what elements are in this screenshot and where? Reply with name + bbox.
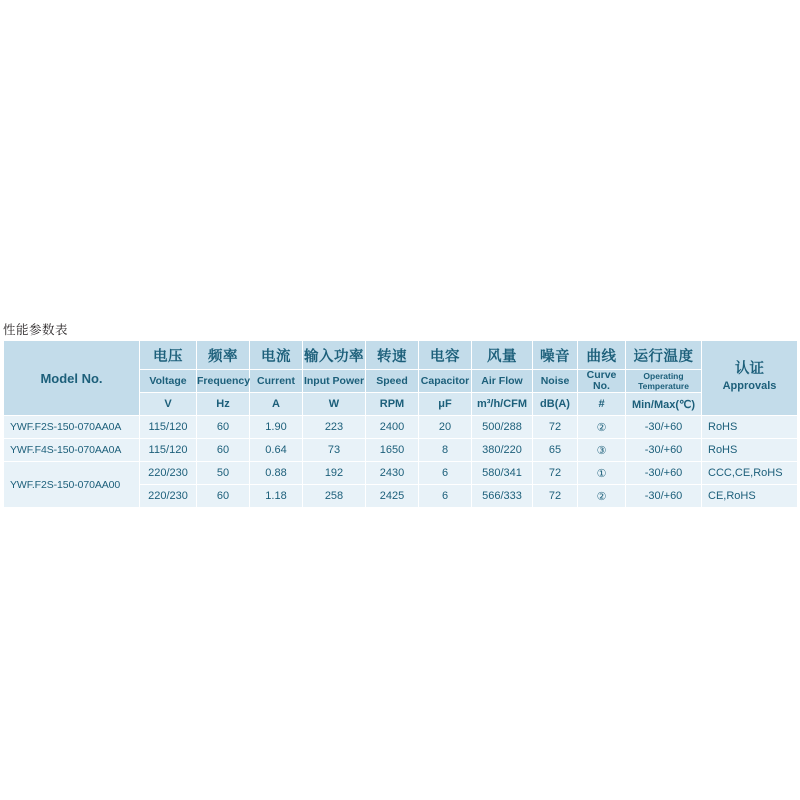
table-caption: 性能参数表 [3,323,69,337]
cell-air-flow: 566/333 [472,485,533,508]
cell-curve: ② [578,416,626,439]
table-row [4,439,798,462]
unit-capacitor: μF [419,393,472,416]
cell-temperature: -30/+60 [626,462,702,485]
header-model-no: Model No. [4,341,140,416]
cell-model: YWF.F2S-150-070AA00 [4,462,140,508]
cell-noise: 72 [533,485,578,508]
cell-capacitor: 6 [419,462,472,485]
cell-capacitor: 20 [419,416,472,439]
header-en-input-power: Input Power [303,370,366,393]
cell-noise: 72 [533,462,578,485]
cell-speed: 2425 [366,485,419,508]
performance-parameter-table [3,340,798,508]
header-approvals-cn: 认证 [735,361,764,377]
cell-current: 0.88 [250,462,303,485]
cell-temperature: -30/+60 [626,439,702,462]
header-approvals [702,341,798,416]
cell-voltage: 115/120 [140,439,197,462]
table-header-row-cn [4,341,798,370]
cell-temperature: -30/+60 [626,485,702,508]
header-en-curve: Curve No. [578,370,626,393]
header-cn-input-power: 输入功率 [303,341,366,370]
cell-current: 1.90 [250,416,303,439]
unit-frequency: Hz [197,393,250,416]
header-en-noise: Noise [533,370,578,393]
header-cn-capacitor: 电容 [419,341,472,370]
header-en-current: Current [250,370,303,393]
header-en-capacitor: Capacitor [419,370,472,393]
cell-approvals: CE,RoHS [702,485,798,508]
cell-frequency: 50 [197,462,250,485]
table-row [4,462,798,485]
cell-current: 0.64 [250,439,303,462]
header-en-voltage: Voltage [140,370,197,393]
header-cn-voltage: 电压 [140,341,197,370]
cell-noise: 65 [533,439,578,462]
header-cn-curve: 曲线 [578,341,626,370]
header-cn-frequency: 频率 [197,341,250,370]
cell-air-flow: 500/288 [472,416,533,439]
unit-noise: dB(A) [533,393,578,416]
cell-approvals: CCC,CE,RoHS [702,462,798,485]
header-cn-noise: 噪音 [533,341,578,370]
cell-air-flow: 380/220 [472,439,533,462]
unit-voltage: V [140,393,197,416]
unit-speed: RPM [366,393,419,416]
cell-model: YWF.F4S-150-070AA0A [4,439,140,462]
header-cn-speed: 转速 [366,341,419,370]
unit-air-flow: m³/h/CFM [472,393,533,416]
cell-frequency: 60 [197,439,250,462]
cell-input-power: 73 [303,439,366,462]
cell-input-power: 258 [303,485,366,508]
cell-capacitor: 8 [419,439,472,462]
cell-temperature: -30/+60 [626,416,702,439]
table-row [4,416,798,439]
unit-input-power: W [303,393,366,416]
header-cn-temperature: 运行温度 [626,341,702,370]
unit-current: A [250,393,303,416]
cell-frequency: 60 [197,416,250,439]
cell-input-power: 223 [303,416,366,439]
cell-curve: ① [578,462,626,485]
header-en-temperature-text: Operating Temperature [638,371,689,391]
unit-curve: # [578,393,626,416]
cell-approvals: RoHS [702,439,798,462]
cell-curve: ② [578,485,626,508]
cell-model: YWF.F2S-150-070AA0A [4,416,140,439]
header-en-frequency: Frequency [197,370,250,393]
cell-curve: ③ [578,439,626,462]
header-en-air-flow: Air Flow [472,370,533,393]
unit-temperature: Min/Max(℃) [626,393,702,416]
cell-voltage: 220/230 [140,462,197,485]
cell-speed: 2400 [366,416,419,439]
cell-air-flow: 580/341 [472,462,533,485]
header-cn-current: 电流 [250,341,303,370]
header-cn-air-flow: 风量 [472,341,533,370]
cell-voltage: 115/120 [140,416,197,439]
cell-noise: 72 [533,416,578,439]
cell-voltage: 220/230 [140,485,197,508]
cell-speed: 2430 [366,462,419,485]
header-en-speed: Speed [366,370,419,393]
header-en-temperature [626,370,702,393]
cell-current: 1.18 [250,485,303,508]
cell-speed: 1650 [366,439,419,462]
cell-input-power: 192 [303,462,366,485]
cell-capacitor: 6 [419,485,472,508]
cell-frequency: 60 [197,485,250,508]
header-approvals-en: Approvals [722,380,777,392]
cell-approvals: RoHS [702,416,798,439]
